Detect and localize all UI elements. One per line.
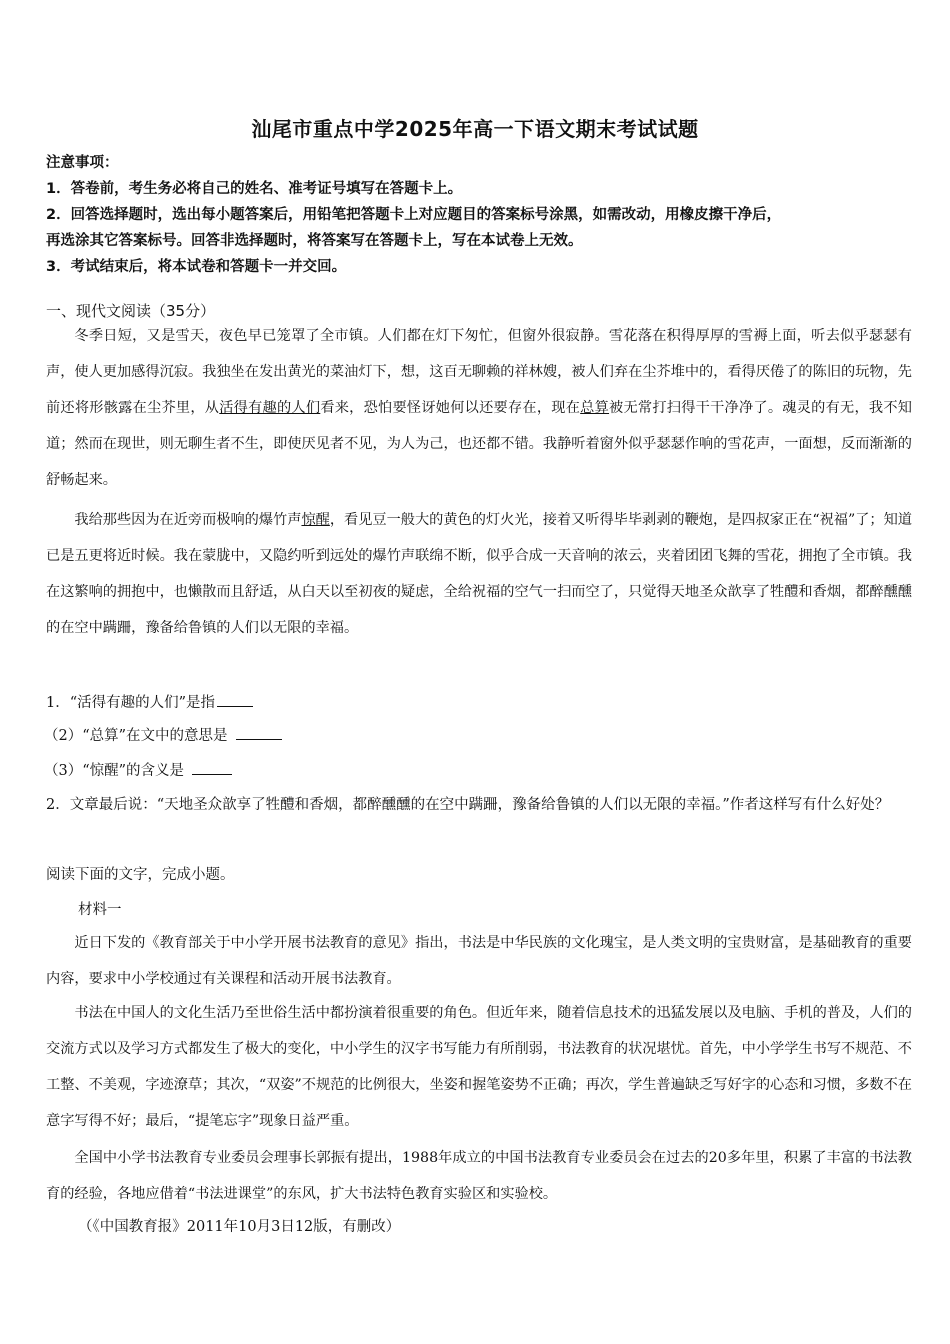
section-heading: 一、现代文阅读（35分） bbox=[46, 302, 216, 320]
question-1-text: 1．“活得有趣的人们”是指 bbox=[46, 695, 216, 711]
page-title: 汕尾市重点中学2025年高一下语文期末考试试题 bbox=[251, 117, 699, 141]
question-1-3-text: （3）“惊醒”的含义是 bbox=[44, 763, 185, 779]
p1-text-b: 看来，恐怕要怪讶她何以还要存在，现在 bbox=[320, 400, 581, 416]
material-paragraph-2: 书法在中国人的文化生活乃至世俗生活中都扮演着很重要的角色。但近年来，随着信息技术的迅猛发展以及电脑、手机的普及，人们的交流方式以及学习方式都发生了极大的变化，中小学生的汉字书写能力有所削弱，书法教育的状况堪忧。首先，中小学学生书写不规范、不工整、不美观，字迹潦草；其次，“双姿”不规范的比例很大，坐姿和握笔姿势不正确；再次，学生普遍缺乏写好字的心态和习惯，多数不在意字写得不好；最后，“提笔忘字”现象日益严重。 bbox=[46, 1005, 912, 1129]
p2-text-b: ，看见豆一般大的黄色的灯火光，接着又听得毕毕剥剥的鞭炮，是四叔家正在“祝福”了；知道已是五更将近时候。我在蒙胧中，又隐约听到远处的爆竹声联绵不断，似乎合成一天音响的浓云，夹着团团飞舞的雪花，拥抱了全市镇。我在这繁响的拥抱中，也懒散而且舒适，从白天以至初夜的疑虑，全给祝福的空气一扫而空了，只觉得天地圣众歆享了牲醴和香烟，都醉醺醺的在空中蹒跚，豫备给鲁镇的人们以无限的幸福。 bbox=[46, 512, 912, 636]
material-paragraph-1: 近日下发的《教育部关于中小学开展书法教育的意见》指出，书法是中华民族的文化瑰宝，是人类文明的宝贵财富，是基础教育的重要内容，要求中小学校通过有关课程和活动开展书法教育。 bbox=[46, 935, 912, 987]
passage-paragraph-1 bbox=[46, 318, 912, 498]
question-1-2 bbox=[44, 719, 910, 753]
notice-heading: 注意事项： bbox=[46, 155, 119, 171]
p2-underline-1: 惊醒 bbox=[301, 512, 330, 528]
p2-text-a: 我给那些因为在近旁而极响的爆竹声 bbox=[74, 512, 302, 528]
material-paragraph-3: 全国中小学书法教育专业委员会理事长郭振有提出，1988年成立的中国书法教育专业委员会在过去的20多年里，积累了丰富的书法教育的经验，各地应借着“书法进课堂”的东风，扩大书法特色教育实验区和实验校。 bbox=[46, 1150, 912, 1202]
p1-text-a: 冬季日短，又是雪天，夜色早已笼罩了全市镇。人们都在灯下匆忙，但窗外很寂静。雪花落在积得厚厚的雪褥上面，听去似乎瑟瑟有声，使人更加感得沉寂。我独坐在发出黄光的菜油灯下，想，这百无聊赖的祥林嫂，被人们弃在尘芥堆中的，看得厌倦了的陈旧的玩物，先前还将形骸露在尘芥里，从 bbox=[46, 328, 912, 416]
reading-instruction: 阅读下面的文字，完成小题。 bbox=[46, 867, 235, 883]
answer-blank-1[interactable] bbox=[217, 692, 253, 707]
material-source: （《中国教育报》2011年10月3日12版，有删改） bbox=[78, 1219, 401, 1235]
p1-underline-1: 活得有趣的人们 bbox=[219, 400, 321, 416]
notice-item-2-cont: 再选涂其它答案标号。回答非选择题时，将答案写在答题卡上，写在本试卷上无效。 bbox=[46, 233, 583, 249]
question-1-2-text: （2）“总算”在文中的意思是 bbox=[44, 728, 228, 744]
notice-item-3: 3．考试结束后，将本试卷和答题卡一并交回。 bbox=[46, 259, 347, 275]
notice-item-2: 2．回答选择题时，选出每小题答案后，用铅笔把答题卡上对应题目的答案标号涂黑，如需改动，用橡皮擦干净后， bbox=[46, 207, 782, 223]
p1-text-c: 被无常打扫得干干净净了。魂灵的有无，我不知道；然而在现世，则无聊生者不生，即使厌见者不见，为人为己，也还都不错。我静听着窗外似乎瑟瑟作响的雪花声，一面想，反而渐渐的舒畅起来。 bbox=[46, 400, 912, 488]
question-2: 2．文章最后说：“天地圣众歆享了牲醴和香烟，都醉醺醺的在空中蹒跚，豫备给鲁镇的人们以无限的幸福。”作者这样写有什么好处？ bbox=[46, 797, 890, 813]
question-1 bbox=[46, 686, 912, 720]
question-1-3 bbox=[44, 754, 910, 788]
answer-blank-3[interactable] bbox=[192, 760, 232, 775]
p1-underline-2: 总算 bbox=[580, 400, 610, 416]
material-label: 材料一 bbox=[78, 902, 122, 918]
notice-item-1: 1．答卷前，考生务必将自己的姓名、准考证号填写在答题卡上。 bbox=[46, 181, 463, 197]
passage-paragraph-2 bbox=[46, 502, 912, 646]
answer-blank-2[interactable] bbox=[236, 725, 282, 740]
